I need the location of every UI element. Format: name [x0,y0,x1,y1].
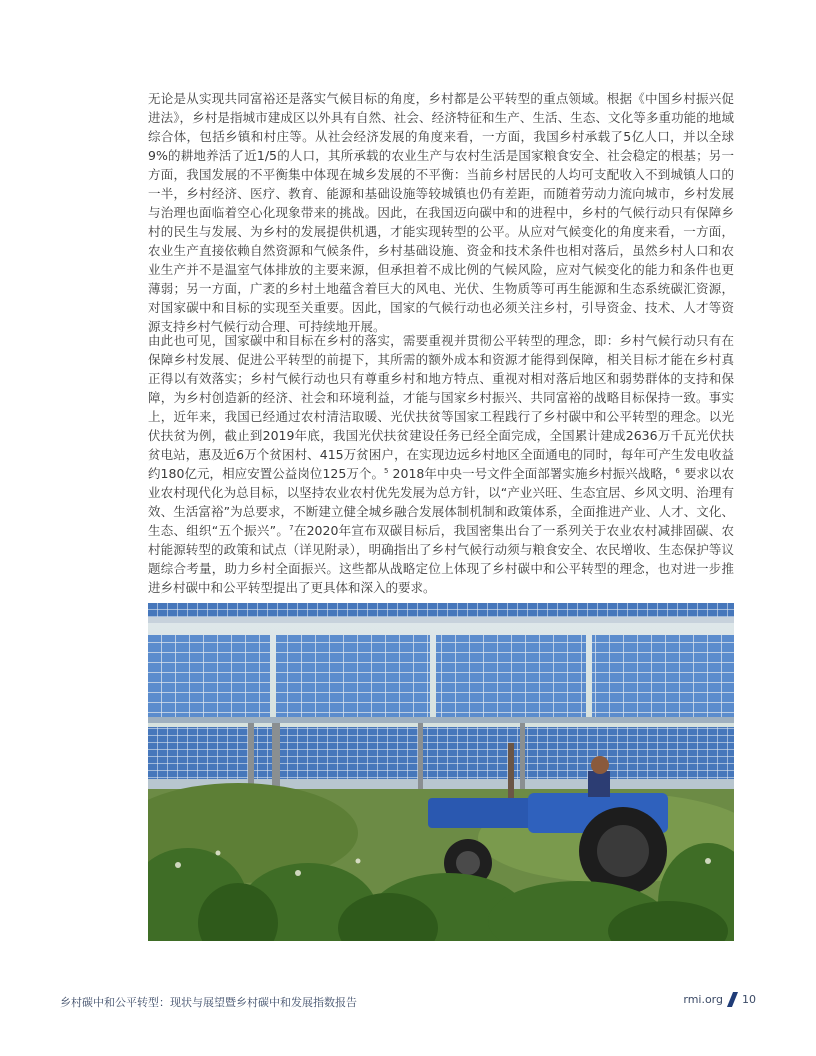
footer-report-title: 乡村碳中和公平转型：现状与展望暨乡村碳中和发展指数报告 [60,996,357,1009]
solar-panels [148,635,734,789]
footnote-ref-6[interactable]: 6 [675,466,680,475]
footnote-ref-5[interactable]: 5 [384,466,389,475]
page-number: 10 [742,993,756,1006]
body-paragraph-1: 无论是从实现共同富裕还是落实气候目标的角度，乡村都是公平转型的重点领域。根据《中国乡村振兴促进法》，乡村是指城市建成区以外具有自然、社会、经济特征和生产、生活、生态、文化等多重功能的地域综合体，包括乡镇和村庄等。从社会经济发展的角度来看，一方面，我国乡村承载了5亿人口，并以全球9%的耕地养活了近1/5的人口，其所承载的农业生产与农村生活是国家粮食安全、社会稳定的根基；另一方面，我国发展的不平衡集中体现在城乡发展的不平衡：当前乡村居民的人均可支配收入不到城镇人口的一半，乡村经济、医疗、教育、能源和基础设施等较城镇也仍有差距，而随着劳动力流向城市，乡村发展与治理也面临着空心化现象带来的挑战。因此，在我国迈向碳中和的进程中，乡村的气候行动只有保障乡村的民生与发展、为乡村的发展提供机遇，才能实现转型的公平。从应对气候变化的角度来看，一方面，农业生产直接依赖自然资源和气候条件，乡村基础设施、资金和技术条件也相对落后，虽然乡村人口和农业生产并不是温室气体排放的主要来源，但承担着不成比例的气候风险，应对气候变化的能力和条件也更薄弱；另一方面，广袤的乡村土地蕴含着巨大的风电、光伏、生物质等可再生能源和生态系统碳汇资源，对国家碳中和目标的实现至关重要。因此，国家的气候行动也必须关注乡村，引导资金、技术、人才等资源支持乡村气候行动合理、可持续地开展。 [148,91,734,334]
footnote-ref-7[interactable]: 7 [289,523,294,532]
paragraph-2-part-d: 在2020年宣布双碳目标后，我国密集出台了一系列关于农业农村减排固碳、农村能源转型的政策和试点（详见附录），明确指出了乡村气候行动须与粮食安全、农民增收、生态保护等议题综合考量，助力乡村全面振兴。这些都从战略定位上体现了乡村碳中和公平转型的理念，也对进一步推进乡村碳中和公平转型提出了更具体和深入的要求。 [148,523,734,595]
body-paragraph-2 [148,331,734,597]
footer-site-link[interactable]: rmi.org [683,993,723,1006]
paragraph-2-part-a: 由此也可见，国家碳中和目标在乡村的落实，需要重视并贯彻公平转型的理念，即：乡村气候行动只有在保障乡村发展、促进公平转型的前提下，其所需的额外成本和资源才能得到保障，相关目标才能在乡村真正得以有效落实；乡村气候行动也只有尊重乡村和地方特点、重视对相对落后地区和弱势群体的支持和保障，为乡村创造新的经济、社会和环境利益，才能与国家乡村振兴、共同富裕的战略目标保持一致。事实上，近年来，我国已经通过农村清洁取暖、光伏扶贫等国家工程践行了乡村碳中和公平转型的理念。以光伏扶贫为例，截止到2019年底，我国光伏扶贫建设任务已经全面完成，全国累计建成2636万千瓦光伏扶贫电站，惠及近6万个贫困村、415万贫困户，在实现边远乡村地区全面通电的同时，每年可产生发电收益约180亿元，相应安置公益岗位125万个。 [148,333,734,481]
solar-farm-tractor-photo [148,603,734,941]
paragraph-2-part-c: 要求以农业农村现代化为总目标，以坚持农业农村优先发展为总方针，以“产业兴旺、生态宜居、乡风文明、治理有效、生活富裕”为总要求，不断建立健全城乡融合发展体制机制和政策体系，全面推进产业、人才、文化、生态、组织“五个振兴”。 [148,466,734,538]
photo-illustration [148,603,734,941]
slash-divider-icon [727,992,738,1007]
paragraph-2-part-b: 2018年中央一号文件全面部署实施乡村振兴战略， [388,466,676,481]
footer-page-info [683,992,756,1007]
